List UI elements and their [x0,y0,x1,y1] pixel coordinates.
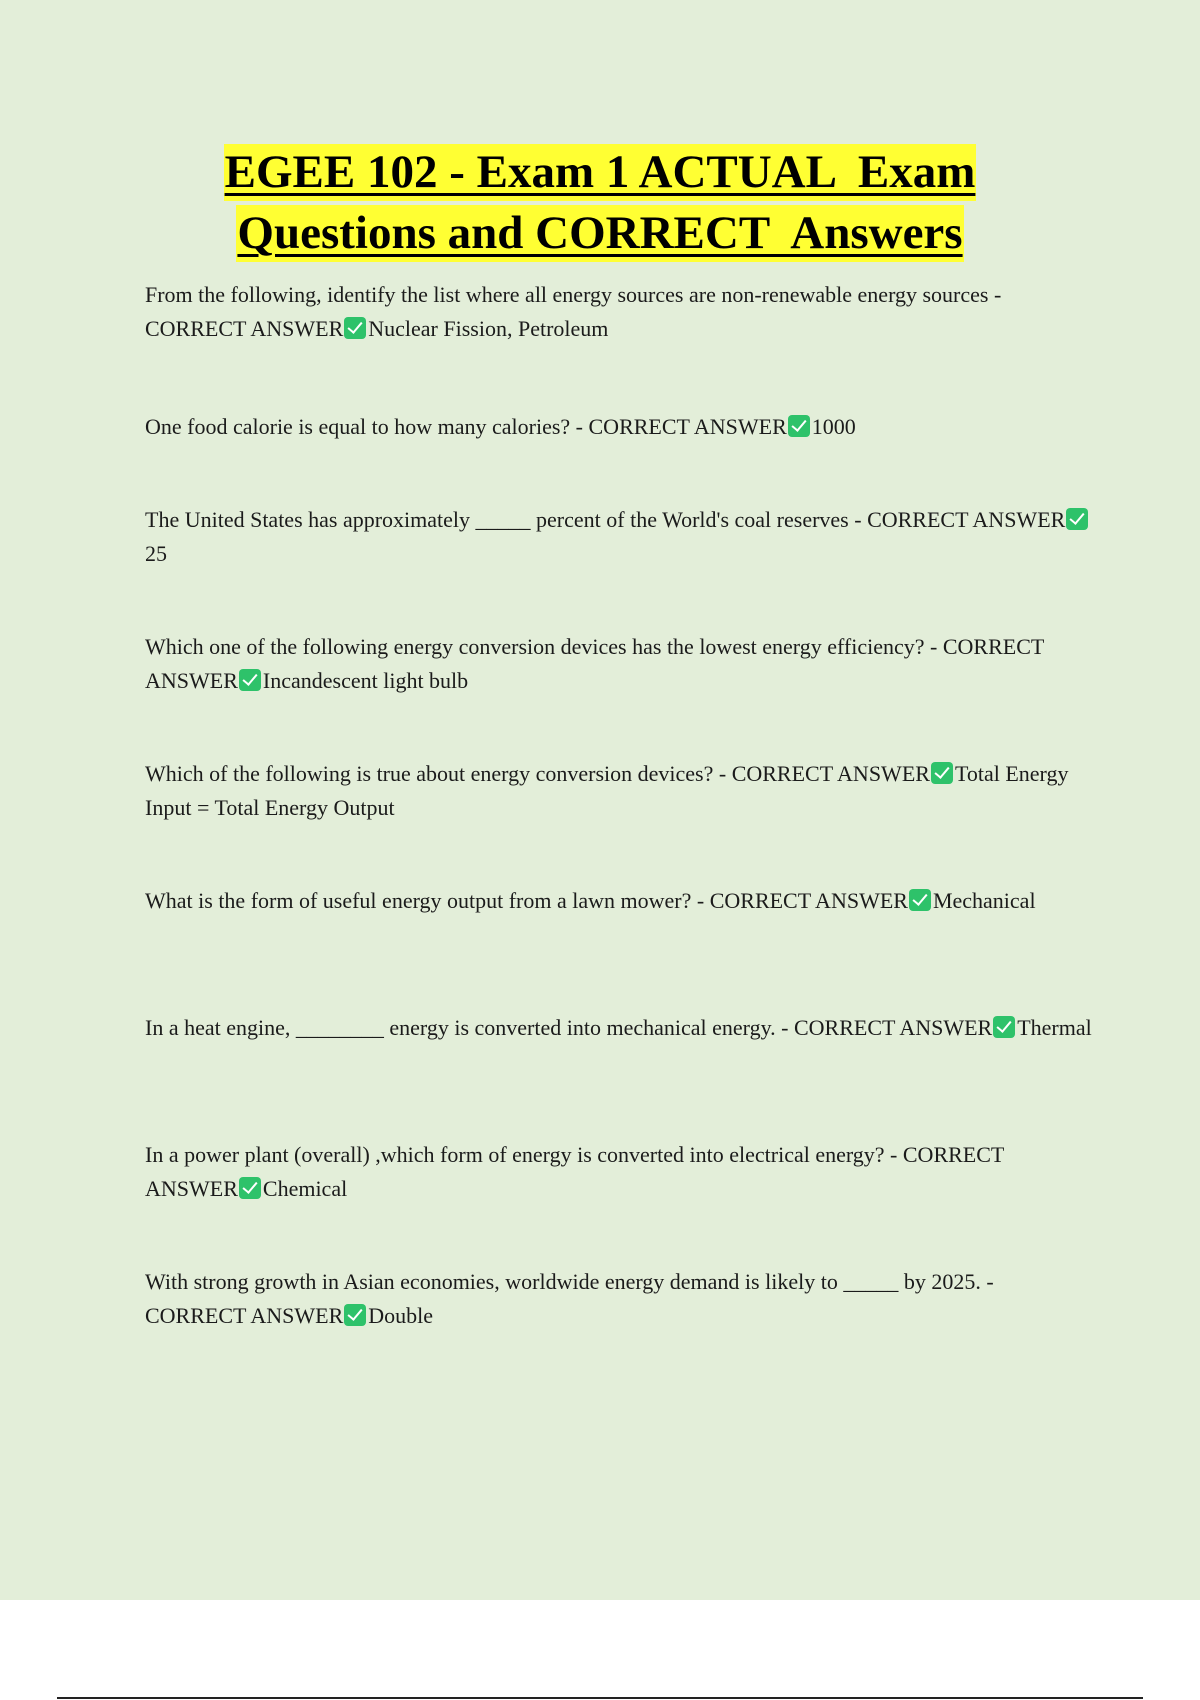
answer-text: Incandescent light bulb [262,668,469,693]
answer-text: 25 [145,541,167,566]
qa-item-6 [145,884,1095,918]
qa-item-2 [145,410,1095,444]
checkmark-icon [993,1016,1015,1038]
question-text: In a power plant (overall) ,which form of energy is converted into electrical energy? - CORRECT ANSWER [145,1142,1004,1201]
answer-text: Thermal [1017,1015,1092,1040]
question-text: Which of the following is true about energy conversion devices? - CORRECT ANSWER [145,761,930,786]
question-text: One food calorie is equal to how many calories? - CORRECT ANSWER [145,414,787,439]
qa-item-3 [145,503,1095,571]
qa-item-8 [145,1138,1095,1206]
qa-item-9 [145,1265,1095,1333]
title-line-1: EGEE 102 - Exam 1 ACTUAL Exam [224,144,977,201]
question-text: Which one of the following energy conversion devices has the lowest energy efficiency? - CORRECT ANSWER [145,634,1044,693]
question-text: From the following, identify the list where all energy sources are non-renewable energy sources - CORRECT ANSWER [145,282,1002,341]
answer-text: 1000 [811,414,856,439]
qa-item-7 [145,1011,1095,1045]
checkmark-icon [344,317,366,339]
checkmark-icon [239,1177,261,1199]
answer-text: Nuclear Fission, Petroleum [368,316,609,341]
checkmark-icon [788,415,810,437]
document-title [0,144,1200,266]
question-text: The United States has approximately _____ percent of the World's coal reserves - CORRECT ANSWER [145,507,1066,532]
qa-item-1 [145,278,1095,346]
question-text: With strong growth in Asian economies, worldwide energy demand is likely to _____ by 2025. - CORRECT ANSWER [145,1269,994,1328]
checkmark-icon [344,1304,366,1326]
answer-text: Double [368,1303,434,1328]
question-text: What is the form of useful energy output from a lawn mower? - CORRECT ANSWER [145,888,908,913]
qa-item-4 [145,630,1095,698]
footer-divider [57,1697,1143,1699]
checkmark-icon [239,669,261,691]
qa-item-5 [145,757,1095,825]
checkmark-icon [909,889,931,911]
answer-text: Total Energy Input = Total Energy Output [145,761,1069,820]
question-text: In a heat engine, ________ energy is converted into mechanical energy. - CORRECT ANSWER [145,1015,993,1040]
checkmark-icon [1066,508,1088,530]
title-line-2: Questions and CORRECT Answers [236,205,963,262]
checkmark-icon [931,762,953,784]
answer-text: Chemical [262,1176,348,1201]
answer-text: Mechanical [932,888,1036,913]
